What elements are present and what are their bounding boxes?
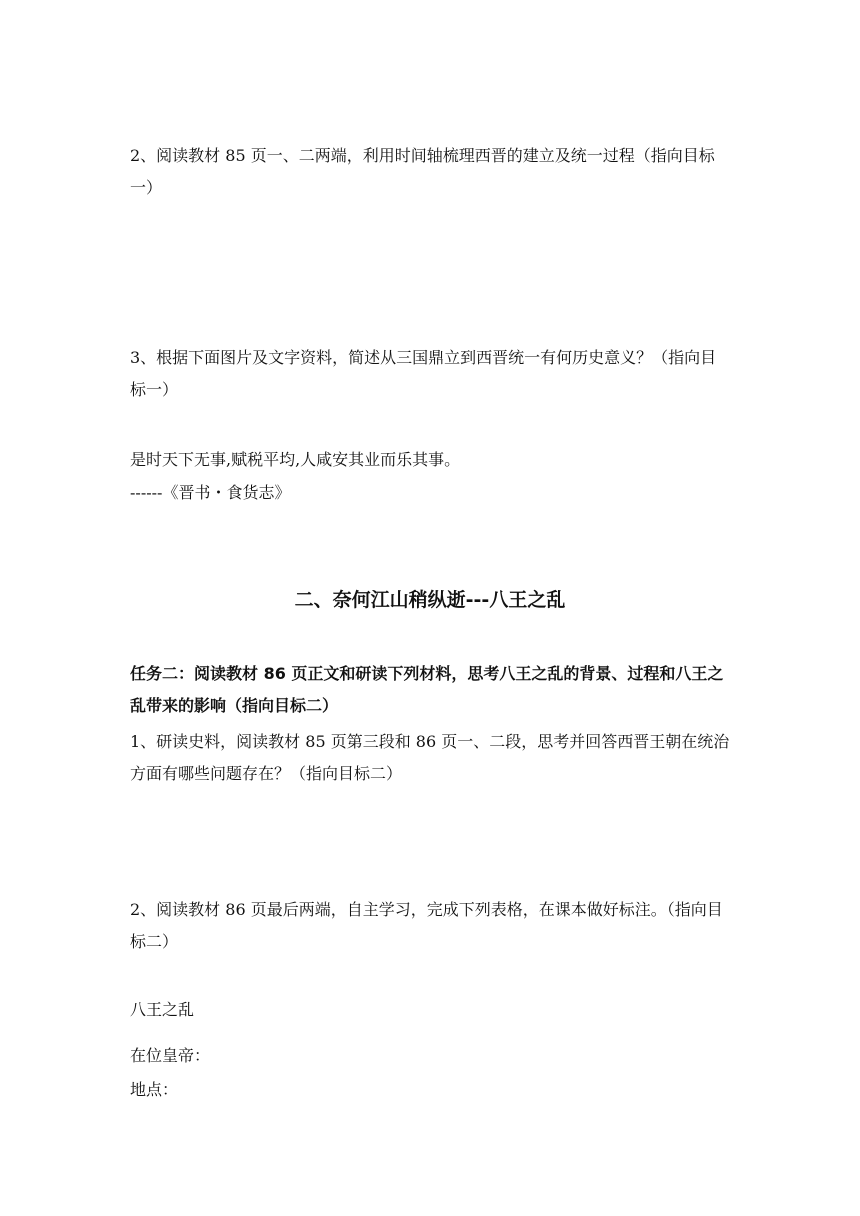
quote-text: 是时天下无事,赋税平均,人咸安其业而乐其事。 [130, 450, 461, 469]
section-heading: 二、奈何江山稍纵逝---八王之乱 [294, 589, 566, 611]
item-2: 2、阅读教材 86 页最后两端，自主学习，完成下列表格，在课本做好标注。（指向目标二） [130, 900, 723, 951]
question-3: 3、根据下面图片及文字资料，简述从三国鼎立到西晋统一有何历史意义？（指向目标一） [130, 348, 717, 399]
quote-source: ------《晋书・食货志》 [130, 483, 291, 502]
task-two: 任务二：阅读教材 86 页正文和研读下列材料，思考八王之乱的背景、过程和八王之乱带来的影响（指向目标二） [130, 664, 724, 715]
question-2: 2、阅读教材 85 页一、二两端，利用时间轴梳理西晋的建立及统一过程（指向目标一） [130, 146, 715, 197]
item-1: 1、研读史料，阅读教材 85 页第三段和 86 页一、二段，思考并回答西晋王朝在统治方面有哪些问题存在？（指向目标二） [130, 732, 730, 783]
field-place: 地点： [130, 1080, 179, 1099]
field-emperor: 在位皇帝： [130, 1046, 211, 1065]
table-title: 八王之乱 [130, 1000, 195, 1019]
